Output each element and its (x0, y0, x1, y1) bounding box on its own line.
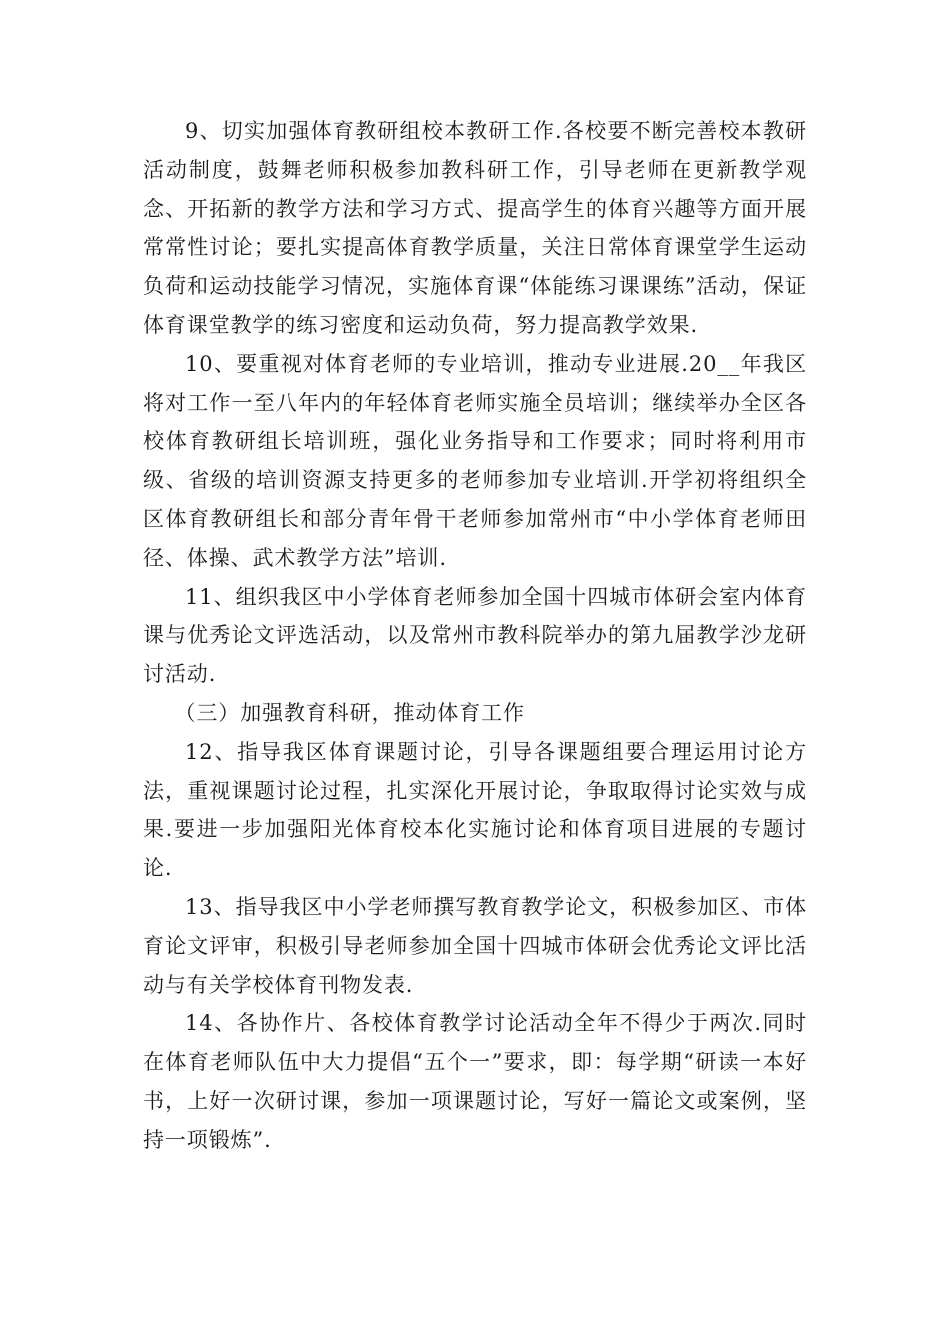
paragraph-9: 9、切实加强体育教研组校本教研工作.各校要不断完善校本教研活动制度，鼓舞老师积极参加教科研工作，引导老师在更新教学观念、开拓新的教学方法和学习方式、提高学生的体育兴趣等方面开展常常性讨论；要扎实提高体育教学质量，关注日常体育课堂学生运动负荷和运动技能学习情况，实施体育课“体能练习课课练”活动，保证体育课堂教学的练习密度和运动负荷，努力提高教学效果. (143, 119, 807, 337)
paragraph-10: 10、要重视对体育老师的专业培训，推动专业进展.20__年我区将对工作一至八年内的年轻体育老师实施全员培训；继续举办全区各校体育教研组长培训班，强化业务指导和工作要求；同时将利用市级、省级的培训资源支持更多的老师参加专业培训.开学初将组织全区体育教研组长和部分青年骨干老师参加常州市“中小学体育老师田径、体操、武术教学方法”培训. (143, 351, 807, 570)
paragraph-14: 14、各协作片、各校体育教学讨论活动全年不得少于两次.同时在体育老师队伍中大力提倡“五个一”要求，即：每学期“研读一本好书，上好一次研讨课，参加一项课题讨论，写好一篇论文或案例，坚持一项锻炼”. (143, 1011, 807, 1152)
document-body (143, 112, 807, 1160)
paragraph-13: 13、指导我区中小学老师撰写教育教学论文，积极参加区、市体育论文评审，积极引导老师参加全国十四城市体研会优秀论文评比活动与有关学校体育刊物发表. (143, 894, 807, 997)
section-heading-3: （三）加强教育科研，推动体育工作 (174, 700, 525, 725)
paragraph-11: 11、组织我区中小学体育老师参加全国十四城市体研会室内体育课与优秀论文评选活动，以及常州市教科院举办的第九届教学沙龙研讨活动. (143, 584, 807, 687)
paragraph-12: 12、指导我区体育课题讨论，引导各课题组要合理运用讨论方法，重视课题讨论过程，扎实深化开展讨论，争取取得讨论实效与成果.要进一步加强阳光体育校本化实施讨论和体育项目进展的专题讨论. (143, 739, 807, 881)
